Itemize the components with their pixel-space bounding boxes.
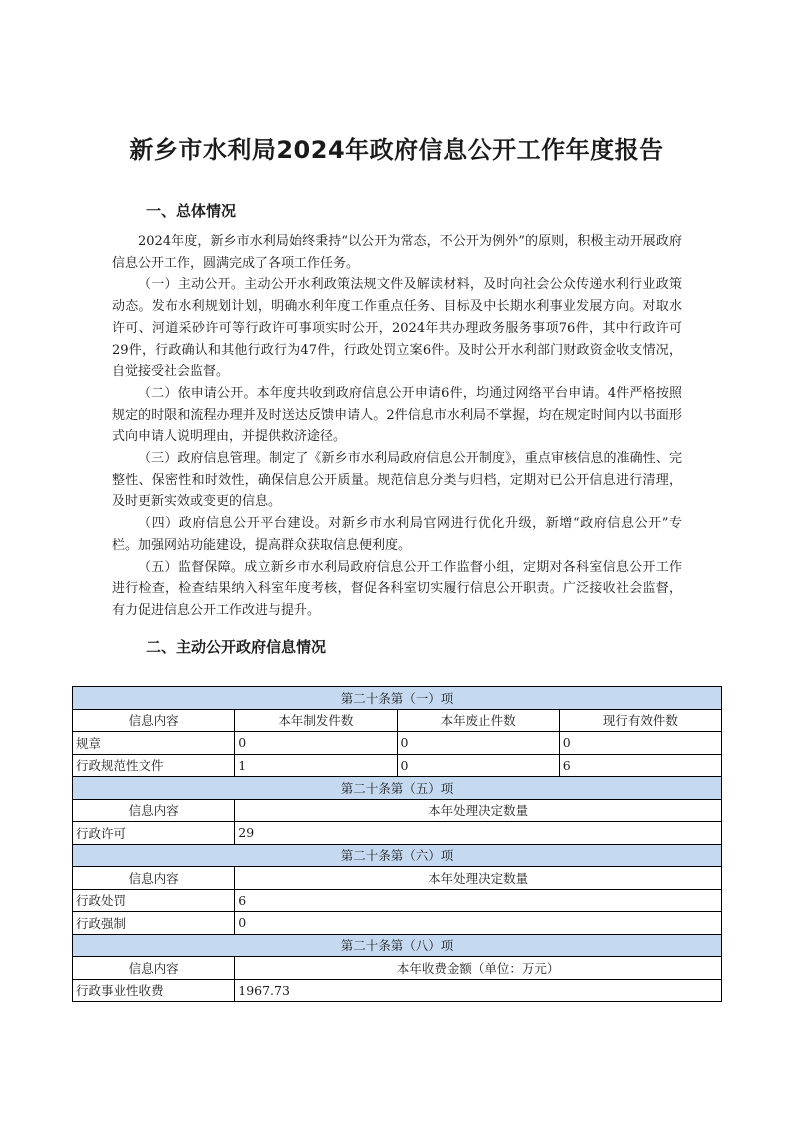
table-section-row — [73, 934, 722, 957]
header-cell: 现行有效件数 — [559, 709, 721, 732]
table-section-row — [73, 687, 722, 710]
paragraph-info-management: （三）政府信息管理。制定了《新乡市水利局政府信息公开制度》，重点审核信息的准确性、完整性、保密性和时效性，确保信息公开质量。规范信息分类与归档，定期对已公开信息进行清理，及时更新实效或变更的信息。 — [112, 451, 682, 510]
section-title-cell: 第二十条第（五）项 — [73, 777, 722, 800]
section-title-cell: 第二十条第（八）项 — [73, 934, 722, 957]
table-row — [73, 732, 722, 755]
table-cell: 6 — [235, 889, 722, 912]
header-cell: 本年处理决定数量 — [235, 867, 722, 890]
table-row — [73, 754, 722, 777]
table-section-row — [73, 777, 722, 800]
section-heading-overview: 一、总体情况 — [146, 202, 237, 220]
paragraph-platform: （四）政府信息公开平台建设。对新乡市水利局官网进行优化升级，新增“政府信息公开”专栏。加强网站功能建设，提高群众获取信息便利度。 — [112, 516, 682, 553]
header-cell: 本年收费金额（单位：万元） — [235, 957, 722, 980]
table-cell: 0 — [235, 732, 397, 755]
section-title-cell: 第二十条第（六）项 — [73, 844, 722, 867]
section-heading-active-info: 二、主动公开政府信息情况 — [146, 638, 327, 656]
active-disclosure-table — [72, 686, 722, 1002]
paragraph-intro: 2024年度，新乡市水利局始终秉持“以公开为常态，不公开为例外”的原则，积极主动开展政府信息公开工作，圆满完成了各项工作任务。 — [112, 234, 682, 271]
table-cell: 0 — [559, 732, 721, 755]
paragraph-request-disclosure: （二）依申请公开。本年度共收到政府信息公开申请6件，均通过网络平台申请。4件严格按照规定的时限和流程办理并及时送达反馈申请人。2件信息市水利局不掌握，均在规定时间内以书面形式向申请人说明理由，并提供救济途径。 — [112, 385, 682, 445]
header-cell: 信息内容 — [73, 957, 235, 980]
table-cell: 行政许可 — [73, 822, 235, 845]
header-cell: 信息内容 — [73, 867, 235, 890]
table-cell: 行政处罚 — [73, 889, 235, 912]
table-cell: 1967.73 — [235, 979, 722, 1002]
table-cell: 6 — [559, 754, 721, 777]
header-cell: 本年处理决定数量 — [235, 799, 722, 822]
table-cell: 1 — [235, 754, 397, 777]
overview-body — [112, 231, 682, 622]
paragraph-active-disclosure: （一）主动公开。主动公开水利政策法规文件及解读材料，及时向社会公众传递水利行业政策动态。发布水利规划计划，明确水利年度工作重点任务、目标及中长期水利事业发展方向。对取水许可、河道采砂许可等行政许可事项实时公开，2024年共办理政务服务事项76件，其中行政许可29件，行政确认和其他行政行为47件，行政处罚立案6件。及时公开水利部门财政资金收支情况，自觉接受社会监督。 — [112, 277, 682, 380]
table-cell: 0 — [397, 754, 559, 777]
table-header-row — [73, 799, 722, 822]
table-row — [73, 889, 722, 912]
table-section-row — [73, 844, 722, 867]
header-cell: 信息内容 — [73, 709, 235, 732]
paragraph-supervision: （五）监督保障。成立新乡市水利局政府信息公开工作监督小组，定期对各科室信息公开工作进行检查，检查结果纳入科室年度考核，督促各科室切实履行信息公开职责。广泛接收社会监督，有力促进信息公开工作改进与提升。 — [112, 559, 682, 618]
table-cell: 规章 — [73, 732, 235, 755]
table-cell: 29 — [235, 822, 722, 845]
table-cell: 行政强制 — [73, 912, 235, 935]
table-row — [73, 979, 722, 1002]
header-cell: 本年废止件数 — [397, 709, 559, 732]
table-cell: 行政事业性收费 — [73, 979, 235, 1002]
table-row — [73, 822, 722, 845]
page-title: 新乡市水利局2024年政府信息公开工作年度报告 — [129, 136, 664, 164]
table-row — [73, 912, 722, 935]
table-header-row — [73, 867, 722, 890]
table-cell: 行政规范性文件 — [73, 754, 235, 777]
table-cell: 0 — [397, 732, 559, 755]
table-header-row — [73, 957, 722, 980]
header-cell: 信息内容 — [73, 799, 235, 822]
table-cell: 0 — [235, 912, 722, 935]
table-header-row — [73, 709, 722, 732]
section-title-cell: 第二十条第（一）项 — [73, 687, 722, 710]
header-cell: 本年制发件数 — [235, 709, 397, 732]
